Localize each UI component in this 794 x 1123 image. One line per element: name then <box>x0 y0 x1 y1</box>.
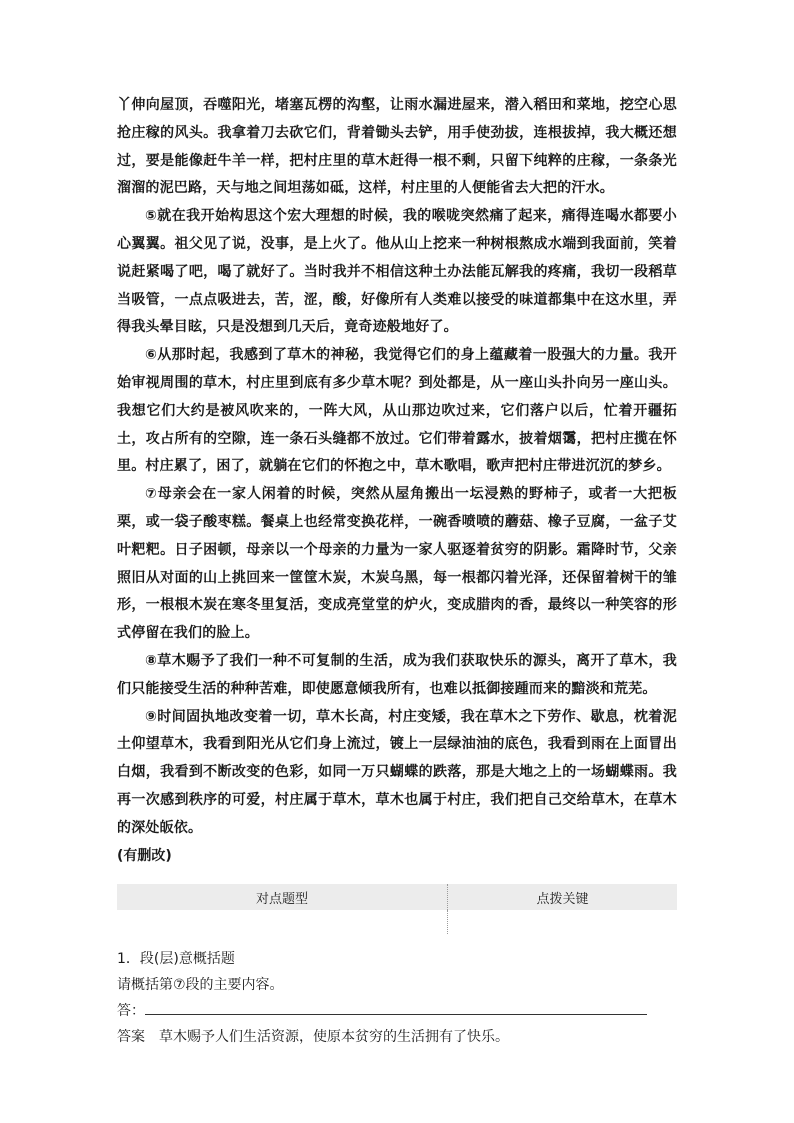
passage <box>117 92 677 870</box>
question-title: 1．段(层)意概括题 <box>117 951 235 968</box>
question-prompt: 请概括第⑦段的主要内容。 <box>117 977 284 994</box>
document-page <box>117 92 677 1050</box>
method-table-cell-empty <box>117 910 448 934</box>
method-table-header-key-points: 点拨关键 <box>448 884 678 910</box>
answer-row <box>117 998 677 1024</box>
passage-paragraph-9: ⑨时间固执地改变着一切，草木长高，村庄变矮，我在草木之下劳作、歇息，枕着泥土仰望草木，我看到阳光从它们身上流过，镀上一层绿油油的底色，我看到雨在上面冒出白烟，我看到不断改变的色彩，如同一万只蝴蝶的跌落，那是大地之上的一场蝴蝶雨。我再一次感到秩序的可爱，村庄属于草木，草木也属于村庄，我们把自己交给草木，在草木的深处皈依。 <box>117 708 677 836</box>
question-block <box>117 946 677 1050</box>
passage-paragraph-8: ⑧草木赐予了我们一种不可复制的生活，成为我们获取快乐的源头，离开了草木，我们只能接受生活的种种苦难，即使愿意倾我所有，也难以抵御接踵而来的黯淡和荒芜。 <box>117 652 677 697</box>
answer-label: 答： <box>117 1003 145 1020</box>
method-table <box>117 884 677 934</box>
method-table-header-question-type: 对点题型 <box>117 884 448 910</box>
passage-paragraph-continued: 丫伸向屋顶，吞噬阳光，堵塞瓦楞的沟壑，让雨水漏进屋来，潜入稻田和菜地，挖空心思抢庄稼的风头。我拿着刀去砍它们，背着锄头去铲，用手使劲拔，连根拔掉，我大概还想过，要是能像赶牛羊一样，把村庄里的草木赶得一根不剩，只留下纯粹的庄稼，一条条光溜溜的泥巴路，天与地之间坦荡如砥，这样，村庄里的人便能省去大把的汗水。 <box>117 97 677 197</box>
passage-paragraph-7: ⑦母亲会在一家人闲着的时候，突然从屋角搬出一坛浸熟的野柿子，或者一大把板栗，或一袋子酸枣糕。餐桌上也经常变换花样，一碗香喷喷的蘑菇、橡子豆腐，一盆子艾叶粑粑。日子困顿，母亲以一个母亲的力量为一家人驱逐着贫穷的阴影。霜降时节，父亲照旧从对面的山上挑回来一筐筐木炭，木炭乌黑，每一根都闪着光泽，还保留着树干的雏形，一根根木炭在寒冬里复活，变成亮堂堂的炉火，变成腊肉的香，最终以一种笑容的形式停留在我们的脸上。 <box>117 486 677 642</box>
answer-key <box>117 1024 677 1050</box>
passage-paragraph-5: ⑤就在我开始构思这个宏大理想的时候，我的喉咙突然痛了起来，痛得连喝水都要小心翼翼。祖父见了说，没事，是上火了。他从山上挖来一种树根熬成水端到我面前，笑着说赶紧喝了吧，喝了就好了。当时我并不相信这种土办法能瓦解我的疼痛，我切一段稻草当吸管，一点点吸进去，苦，涩，酸，好像所有人类难以接受的味道都集中在这水里，弄得我头晕目眩，只是没想到几天后，竟奇迹般地好了。 <box>117 208 677 336</box>
answer-blank-line[interactable] <box>145 998 647 1015</box>
table-row <box>117 910 677 934</box>
edit-note: (有删改) <box>117 847 172 864</box>
answer-key-text: 草木赐予人们生活资源，使原本贫穷的生活拥有了快乐。 <box>159 1029 509 1046</box>
method-table-cell-empty <box>448 910 678 934</box>
answer-key-label: 答案 <box>117 1029 145 1046</box>
passage-paragraph-6: ⑥从那时起，我感到了草木的神秘，我觉得它们的身上蕴藏着一股强大的力量。我开始审视周围的草木，村庄里到底有多少草木呢？到处都是，从一座山头扑向另一座山头。我想它们大约是被风吹来的，一阵大风，从山那边吹过来，它们落户以后，忙着开疆拓土，攻占所有的空隙，连一条石头缝都不放过。它们带着露水，披着烟霭，把村庄揽在怀里。村庄累了，困了，就躺在它们的怀抱之中，草木歌唱，歌声把村庄带进沉沉的梦乡。 <box>117 347 677 475</box>
